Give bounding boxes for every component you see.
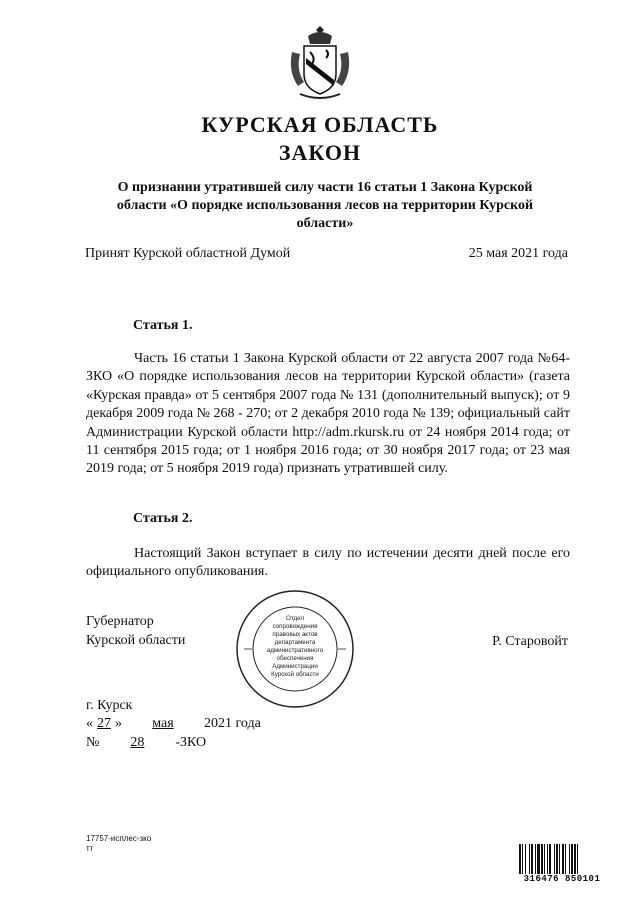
official-stamp-seal <box>234 588 356 710</box>
barcode-bar <box>565 844 566 874</box>
law-number <box>86 735 206 751</box>
barcode-bar <box>556 844 558 874</box>
article-1-heading: Статья 1. <box>133 318 193 333</box>
region-heading: КУРСКАЯ ОБЛАСТЬ <box>201 112 439 137</box>
barcode <box>519 844 605 874</box>
signatory-name: Р. Старовойт <box>492 634 568 649</box>
document-code-footer <box>86 834 151 854</box>
signing-day: 27 <box>97 716 111 731</box>
barcode-bar <box>525 844 526 874</box>
barcode-bar <box>577 844 578 874</box>
barcode-bar <box>559 844 560 874</box>
article-1-text: Часть 16 статьи 1 Закона Курской области от 22 августа 2007 года №64-ЗКО «О порядке использования лесов на территории Курской области» (газета «Курская правда» от 5 сентября 2007 года № 131 (дополнительный выпуск); от 9 декабря 2009 года № 268 - 270; от 2 декабря 2010 года № 139; официальный сайт Администрации Курской области http://adm.rkursk.ru от 24 ноября 2014 года; от 11 сентября 2015 года; от 1 ноября 2016 года; от 30 ноября 2017 года; от 23 мая 2019 года; от 5 ноября 2019 года) признать утратившей силу. <box>86 351 570 477</box>
svg-text:Администрации: Администрации <box>272 663 318 670</box>
signatory-title-line2: Курской области <box>86 633 186 648</box>
svg-text:Отдел: Отдел <box>286 615 304 622</box>
barcode-bar <box>519 844 521 874</box>
law-subject-title: О признании утратившей силу части 16 статьи 1 Закона Курской области «О порядке использования лесов на территории Курской области» <box>116 180 534 231</box>
svg-text:обеспечения: обеспечения <box>276 655 314 662</box>
barcode-bar <box>541 844 543 874</box>
law-number-prefix: № <box>86 735 100 750</box>
barcode-bar <box>531 844 533 874</box>
barcode-bar <box>547 844 548 874</box>
signing-year: 2021 года <box>204 716 261 731</box>
date-quote-close: » <box>115 716 122 731</box>
svg-text:Курской области: Курской области <box>271 671 319 678</box>
barcode-bar <box>529 844 530 874</box>
date-quote-open: « <box>86 716 93 731</box>
barcode-bar <box>535 844 536 874</box>
svg-text:департамента: департамента <box>274 639 316 646</box>
barcode-bar <box>544 844 545 874</box>
signatory-title <box>86 612 185 650</box>
article-2-heading: Статья 2. <box>133 511 193 526</box>
place-of-signing: г. Курск <box>86 698 133 713</box>
barcode-bar <box>549 844 551 874</box>
svg-text:правовых актов: правовых актов <box>272 631 318 638</box>
law-number-value: 28 <box>130 735 145 750</box>
signing-date <box>86 716 261 732</box>
svg-text:сопровождения: сопровождения <box>272 623 318 630</box>
adoption-label: Принят Курской областной Думой <box>85 246 291 261</box>
barcode-number: 316476 850101 <box>523 874 601 884</box>
document-code-extra: тт <box>86 844 94 853</box>
document-code: 17757-исплес-зко <box>86 834 152 843</box>
barcode-bar <box>562 844 564 874</box>
barcode-bar <box>569 844 570 874</box>
coat-of-arms-emblem <box>286 22 354 102</box>
document-type-heading: ЗАКОН <box>278 140 362 165</box>
barcode-bar <box>522 844 523 874</box>
law-number-suffix: -ЗКО <box>175 735 207 750</box>
barcode-bar <box>574 844 576 874</box>
article-2-text: Настоящий Закон вступает в силу по истечении десяти дней после его официального опубликования. <box>86 546 570 580</box>
adoption-date: 25 мая 2021 года <box>468 246 568 261</box>
barcode-bar <box>571 844 573 874</box>
barcode-bar <box>554 844 555 874</box>
signatory-title-line1: Губернатор <box>86 614 154 629</box>
barcode-bar <box>537 844 540 874</box>
svg-text:административного: административного <box>266 647 324 654</box>
signing-month: мая <box>152 716 174 731</box>
